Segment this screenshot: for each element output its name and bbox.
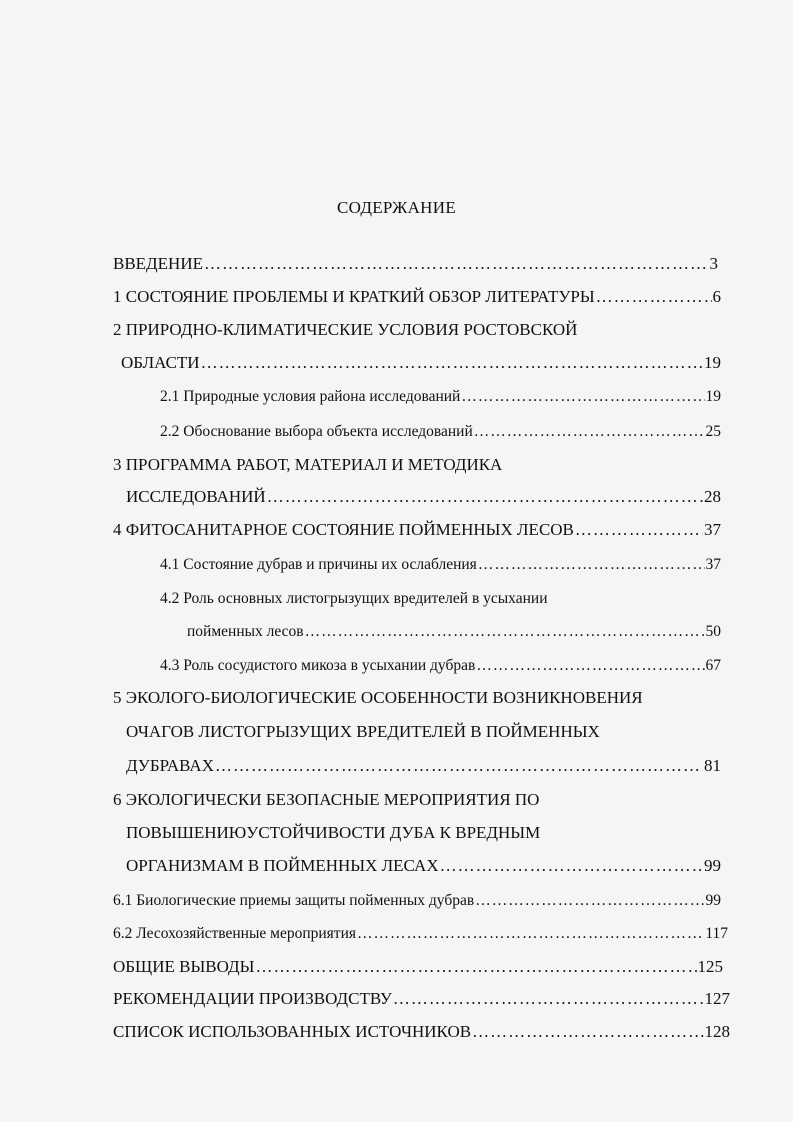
toc-page-number: 67 — [705, 657, 721, 674]
toc-page-number: 50 — [705, 623, 721, 640]
toc-title: СОДЕРЖАНИЕ — [336, 198, 457, 217]
toc-page-number: 19 — [705, 388, 721, 405]
leader-dots — [393, 988, 704, 1010]
toc-entry-section-6-2 — [113, 923, 728, 945]
toc-entry-chapter-5-line-1: 5 ЭКОЛОГО-БИОЛОГИЧЕСКИЕ ОСОБЕННОСТИ ВОЗНИКНОВЕНИЯ — [113, 688, 643, 707]
toc-entry-text: 6.2 Лесохозяйственные мероприятия — [113, 925, 356, 942]
leader-dots — [255, 956, 696, 978]
leader-dots — [472, 1021, 703, 1043]
toc-entry-text: ДУБРАВАХ — [126, 756, 214, 775]
leader-dots — [475, 890, 704, 912]
toc-page-number: 99 — [705, 892, 721, 909]
toc-entry-chapter-6-line-2: ПОВЫШЕНИЮУСТОЙЧИВОСТИ ДУБА К ВРЕДНЫМ — [126, 823, 541, 842]
toc-entry-chapter-2-line-1: 2 ПРИРОДНО-КЛИМАТИЧЕСКИЕ УСЛОВИЯ РОСТОВСКОЙ — [113, 320, 578, 339]
toc-page-number: 3 — [709, 254, 718, 273]
toc-page-number: 125 — [697, 957, 723, 976]
toc-entry-section-4-2-line-1: 4.2 Роль основных листогрызущих вредителей в усыхании — [160, 590, 548, 607]
toc-entry-recommendations — [113, 988, 730, 1010]
toc-page-number: 25 — [705, 423, 721, 440]
toc-entry-text: ВВЕДЕНИЕ — [113, 254, 203, 273]
toc-page-number: 19 — [704, 353, 721, 372]
toc-entry-chapter-2 — [121, 352, 721, 374]
toc-page-number: 99 — [704, 856, 721, 875]
toc-page-number: 28 — [704, 487, 721, 506]
leader-dots — [461, 386, 704, 408]
leader-dots — [478, 554, 705, 576]
toc-entry-chapter-6 — [126, 855, 721, 877]
toc-entry-text: РЕКОМЕНДАЦИИ ПРОИЗВОДСТВУ — [113, 989, 392, 1008]
leader-dots — [357, 923, 704, 945]
leader-dots — [305, 621, 705, 643]
toc-entry-section-4-2 — [187, 621, 721, 643]
toc-entry-chapter-5-line-2: ОЧАГОВ ЛИСТОГРЫЗУЩИХ ВРЕДИТЕЛЕЙ В ПОЙМЕННЫХ — [126, 722, 600, 741]
toc-entry-text: ИССЛЕДОВАНИЙ — [126, 487, 266, 506]
toc-entry-text: пойменных лесов — [187, 623, 304, 640]
toc-entry-conclusions — [113, 956, 723, 978]
toc-entry-text: 6.1 Биологические приемы защиты пойменных дубрав — [113, 892, 475, 909]
toc-entry-references — [113, 1021, 730, 1043]
toc-page-number: 127 — [704, 989, 730, 1008]
toc-page-number: 117 — [705, 925, 728, 942]
toc-entry-section-4-1 — [160, 554, 721, 576]
toc-entry-section-2-1 — [160, 386, 721, 408]
toc-entry-chapter-4 — [113, 519, 721, 541]
toc-entry-section-2-2 — [160, 421, 721, 443]
toc-entry-text: СПИСОК ИСПОЛЬЗОВАННЫХ ИСТОЧНИКОВ — [113, 1022, 472, 1041]
leader-dots — [575, 519, 703, 541]
toc-entry-text: 4.1 Состояние дубрав и причины их ослабления — [160, 556, 477, 573]
toc-entry-text: 4.3 Роль сосудистого микоза в усыхании дубрав — [160, 657, 476, 674]
leader-dots — [204, 253, 709, 275]
leader-dots — [474, 421, 705, 443]
toc-entry-chapter-3-line-1: 3 ПРОГРАММА РАБОТ, МАТЕРИАЛ И МЕТОДИКА — [113, 455, 503, 474]
toc-page-number: 81 — [704, 756, 721, 775]
leader-dots — [201, 352, 703, 374]
toc-entry-text: 2.2 Обоснование выбора объекта исследований — [160, 423, 473, 440]
toc-entry-text: 1 СОСТОЯНИЕ ПРОБЛЕМЫ И КРАТКИЙ ОБЗОР ЛИТЕРАТУРЫ — [113, 287, 595, 306]
toc-entry-text: ОРГАНИЗМАМ В ПОЙМЕННЫХ ЛЕСАХ — [126, 856, 439, 875]
toc-page-number: 37 — [704, 520, 721, 539]
toc-entry-chapter-5 — [126, 755, 721, 777]
leader-dots — [476, 655, 704, 677]
toc-entry-chapter-1 — [113, 286, 721, 308]
leader-dots — [215, 755, 703, 777]
toc-entry-text: 4 ФИТОСАНИТАРНОЕ СОСТОЯНИЕ ПОЙМЕННЫХ ЛЕСОВ — [113, 520, 574, 539]
toc-entry-text: ОБЩИЕ ВЫВОДЫ — [113, 957, 255, 976]
toc-page-number: 37 — [705, 556, 721, 573]
toc-entry-section-4-3 — [160, 655, 721, 677]
toc-page-number: 6 — [712, 287, 721, 306]
toc-entry-intro — [113, 253, 718, 275]
toc-entry-text: ОБЛАСТИ — [121, 353, 200, 372]
leader-dots — [440, 855, 703, 877]
toc-entry-chapter-3 — [126, 486, 721, 508]
leader-dots — [596, 286, 712, 308]
toc-entry-text: 2.1 Природные условия района исследований — [160, 388, 461, 405]
leader-dots — [267, 486, 703, 508]
toc-entry-chapter-6-line-1: 6 ЭКОЛОГИЧЕСКИ БЕЗОПАСНЫЕ МЕРОПРИЯТИЯ ПО — [113, 790, 540, 809]
toc-page-number: 128 — [704, 1022, 730, 1041]
toc-entry-section-6-1 — [113, 890, 721, 912]
